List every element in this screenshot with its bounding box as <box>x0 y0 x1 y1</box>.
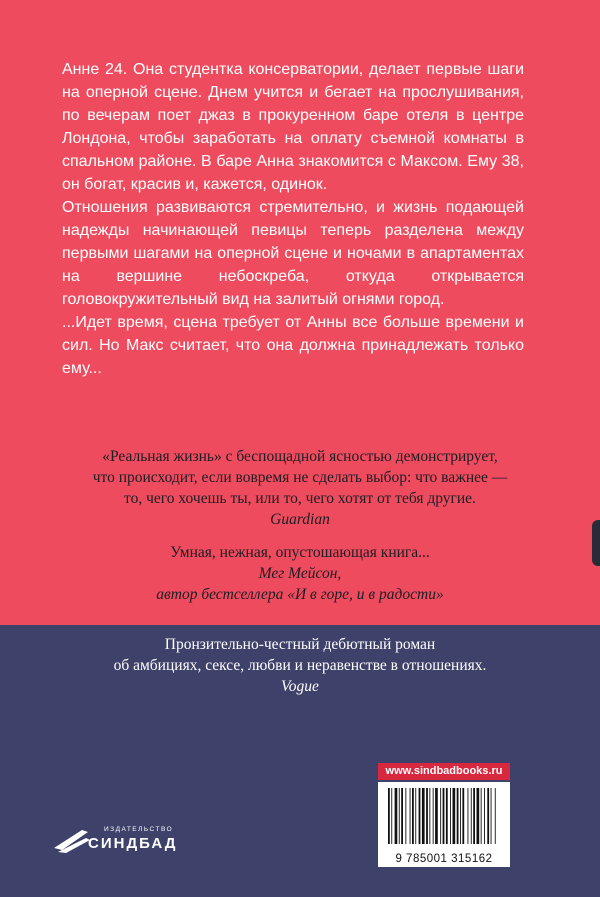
quote-line: Умная, нежная, опустошающая книга... <box>170 544 430 561</box>
review-quote-meg-mason <box>40 542 560 605</box>
sail-icon <box>52 826 92 856</box>
publisher-name: СИНДБАД <box>88 835 178 852</box>
quote-source: Мег Мейсон, <box>258 565 342 582</box>
isbn-number: 9 785001 315162 <box>395 853 493 865</box>
review-quote-vogue <box>40 634 560 697</box>
quote-source: Guardian <box>270 511 330 528</box>
quote-line: «Реальная жизнь» с беспощадной ясностью демонстрирует, <box>102 448 498 465</box>
book-blurb <box>62 58 524 380</box>
blurb-paragraph-1: Анне 24. Она студентка консерватории, делает первые шаги на оперной сцене. Днем учится и бегает на прослушивания, по вечерам поет джаз в прокуренном баре отеля в центре Лондона, чтобы заработать на оплату съемной комнаты в спальном районе. В баре Анна знакомится с Максом. Ему 38, он богат, красив и, кажется, одинок. <box>62 61 524 193</box>
quote-source-note: автор бестселлера «И в горе, и в радости» <box>156 586 444 603</box>
review-quote-guardian <box>40 446 560 530</box>
barcode-bars <box>378 782 510 848</box>
publisher-label: ИЗДАТЕЛЬСТВО <box>104 826 174 833</box>
quote-source: Vogue <box>281 678 319 695</box>
edge-tab <box>592 520 600 566</box>
quote-line: что происходит, если вовремя не сделать выбор: что важнее — <box>92 469 508 486</box>
publisher-logo <box>52 826 192 862</box>
publisher-website[interactable]: www.sindbadbooks.ru <box>378 763 510 780</box>
blurb-paragraph-3: ...Идет время, сцена требует от Анны все больше времени и сил. Но Макс считает, что она должна принадлежать только ему... <box>62 314 524 377</box>
quote-line: Пронзительно-честный дебютный роман <box>164 636 436 653</box>
isbn-barcode <box>378 782 510 867</box>
quote-line: об амбициях, сексе, любви и неравенстве в отношениях. <box>113 657 487 674</box>
blurb-paragraph-2: Отношения развиваются стремительно, и жизнь подающей надежды начинающей певицы теперь разделена между первыми шагами на оперной сцене и ночами в апартаментах на вершине небоскреба, откуда открывается головокружительный вид на залитый огнями город. <box>62 199 524 308</box>
quote-line: то, чего хочешь ты, или то, чего хотят от тебя другие. <box>124 490 476 507</box>
